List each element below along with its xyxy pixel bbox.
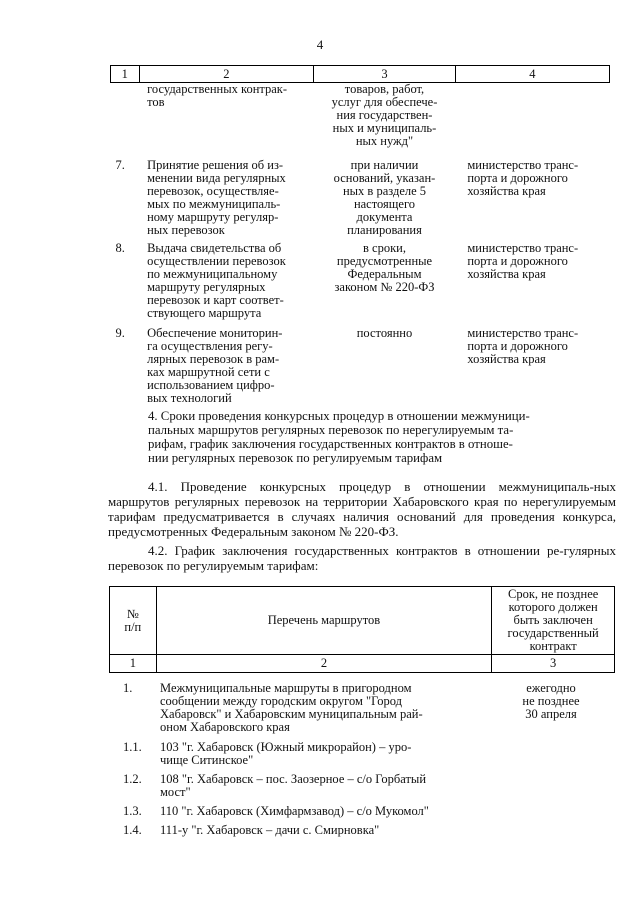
table-row	[111, 83, 610, 159]
table-row	[111, 242, 610, 327]
route-text: 111-у "г. Хабаровск – дачи с. Смирновка"	[160, 823, 380, 837]
header-term: Срок, не позднее которого должен быть заключен государственный контракт	[492, 587, 615, 655]
paragraph-4-1: 4.1. Проведение конкурсных процедур в отношении межмуниципаль-ных маршрутов регулярных перевозок на территории Хабаровского края по нерегулируемым тарифам предусматривается в случаях наличия оснований для проведения конкурса, предусмотренных Федеральным законом № 220-ФЗ.	[108, 479, 616, 539]
route-text: 103 "г. Хабаровск (Южный микрорайон) – уро- чище Ситинское"	[160, 740, 412, 767]
header-cell: 3	[314, 66, 456, 83]
header-cell: 1	[111, 66, 140, 83]
table-row	[111, 327, 610, 413]
contracts-schedule-table	[109, 586, 615, 673]
row-term: товаров, работ, услуг для обеспече- ния государствен- ных и муниципаль- ных нужд"	[331, 82, 438, 148]
row-responsible: министерство транс- порта и дорожного хозяйства края	[467, 157, 579, 198]
route-term: ежегодно не позднее 30 апреля	[522, 681, 580, 721]
row-responsible: министерство транс- порта и дорожного хозяйства края	[467, 325, 579, 366]
route-number: 1.2.	[123, 772, 142, 786]
header-num: № п/п	[110, 587, 157, 655]
route-text: 108 "г. Хабаровск – пос. Заозерное – с/о Горбатый мост"	[160, 772, 427, 799]
numbering-cell: 3	[492, 655, 615, 673]
page-number: 4	[316, 37, 324, 52]
row-responsible: министерство транс- порта и дорожного хозяйства края	[467, 240, 579, 281]
row-action: Принятие решения об из- менении вида регулярных перевозок, осуществляе- мых по межмуниципаль- ному маршруту регуляр- ных перевозок	[147, 157, 286, 237]
row-term: при наличии оснований, указан- ных в разделе 5 настоящего документа планирования	[333, 157, 436, 237]
route-text: 110 "г. Хабаровск (Химфармзавод) – с/о Мукомол"	[160, 804, 429, 818]
row-number	[111, 83, 140, 159]
row-responsible	[455, 83, 609, 159]
numbering-cell: 1	[110, 655, 157, 673]
section-4-heading: 4. Сроки проведения конкурсных процедур в отношении межмуници- пальных маршрутов регулярных перевозок по нерегулируемым та- рифам, график заключения государственных контрактов в отноше- нии регулярных перевозок по регулируемым тарифам	[148, 409, 530, 465]
table-header-row	[110, 587, 615, 655]
row-action: Выдача свидетельства об осуществлении перевозок по межмуниципальному маршруту регулярных перевозок и карт соответ- ствующего маршрута	[147, 240, 286, 320]
route-number: 1.	[123, 681, 133, 695]
header-cell: 2	[139, 66, 314, 83]
table-numbering-row	[110, 655, 615, 673]
row-term: в сроки, предусмотренные Федеральным законом № 220-ФЗ	[334, 240, 435, 294]
header-routes: Перечень маршрутов	[156, 587, 492, 655]
route-number: 1.1.	[123, 740, 142, 754]
table-header-row	[111, 66, 610, 83]
events-table	[110, 65, 610, 413]
row-number: 7.	[115, 157, 125, 172]
row-action: Обеспечение мониторин- га осуществления регу- лярных перевозок в рам- ках маршрутной сети с использованием цифро- вых технологий	[147, 325, 283, 405]
paragraph-4-2: 4.2. График заключения государственных контрактов в отношении ре-гулярных перевозок по регулируемым тарифам:	[108, 543, 616, 573]
row-action: государственных контрак- тов	[147, 82, 288, 109]
table-row	[111, 159, 610, 242]
header-cell: 4	[455, 66, 609, 83]
route-number: 1.4.	[123, 823, 142, 837]
numbering-cell: 2	[156, 655, 492, 673]
route-text: Межмуниципальные маршруты в пригородном сообщении между городским округом "Город Хабаровск" и Хабаровским муниципальным рай- оном Хабаровского края	[160, 681, 423, 734]
row-number: 9.	[115, 325, 125, 340]
route-number: 1.3.	[123, 804, 142, 818]
row-number: 8.	[115, 240, 125, 255]
row-term: постоянно	[356, 325, 413, 340]
